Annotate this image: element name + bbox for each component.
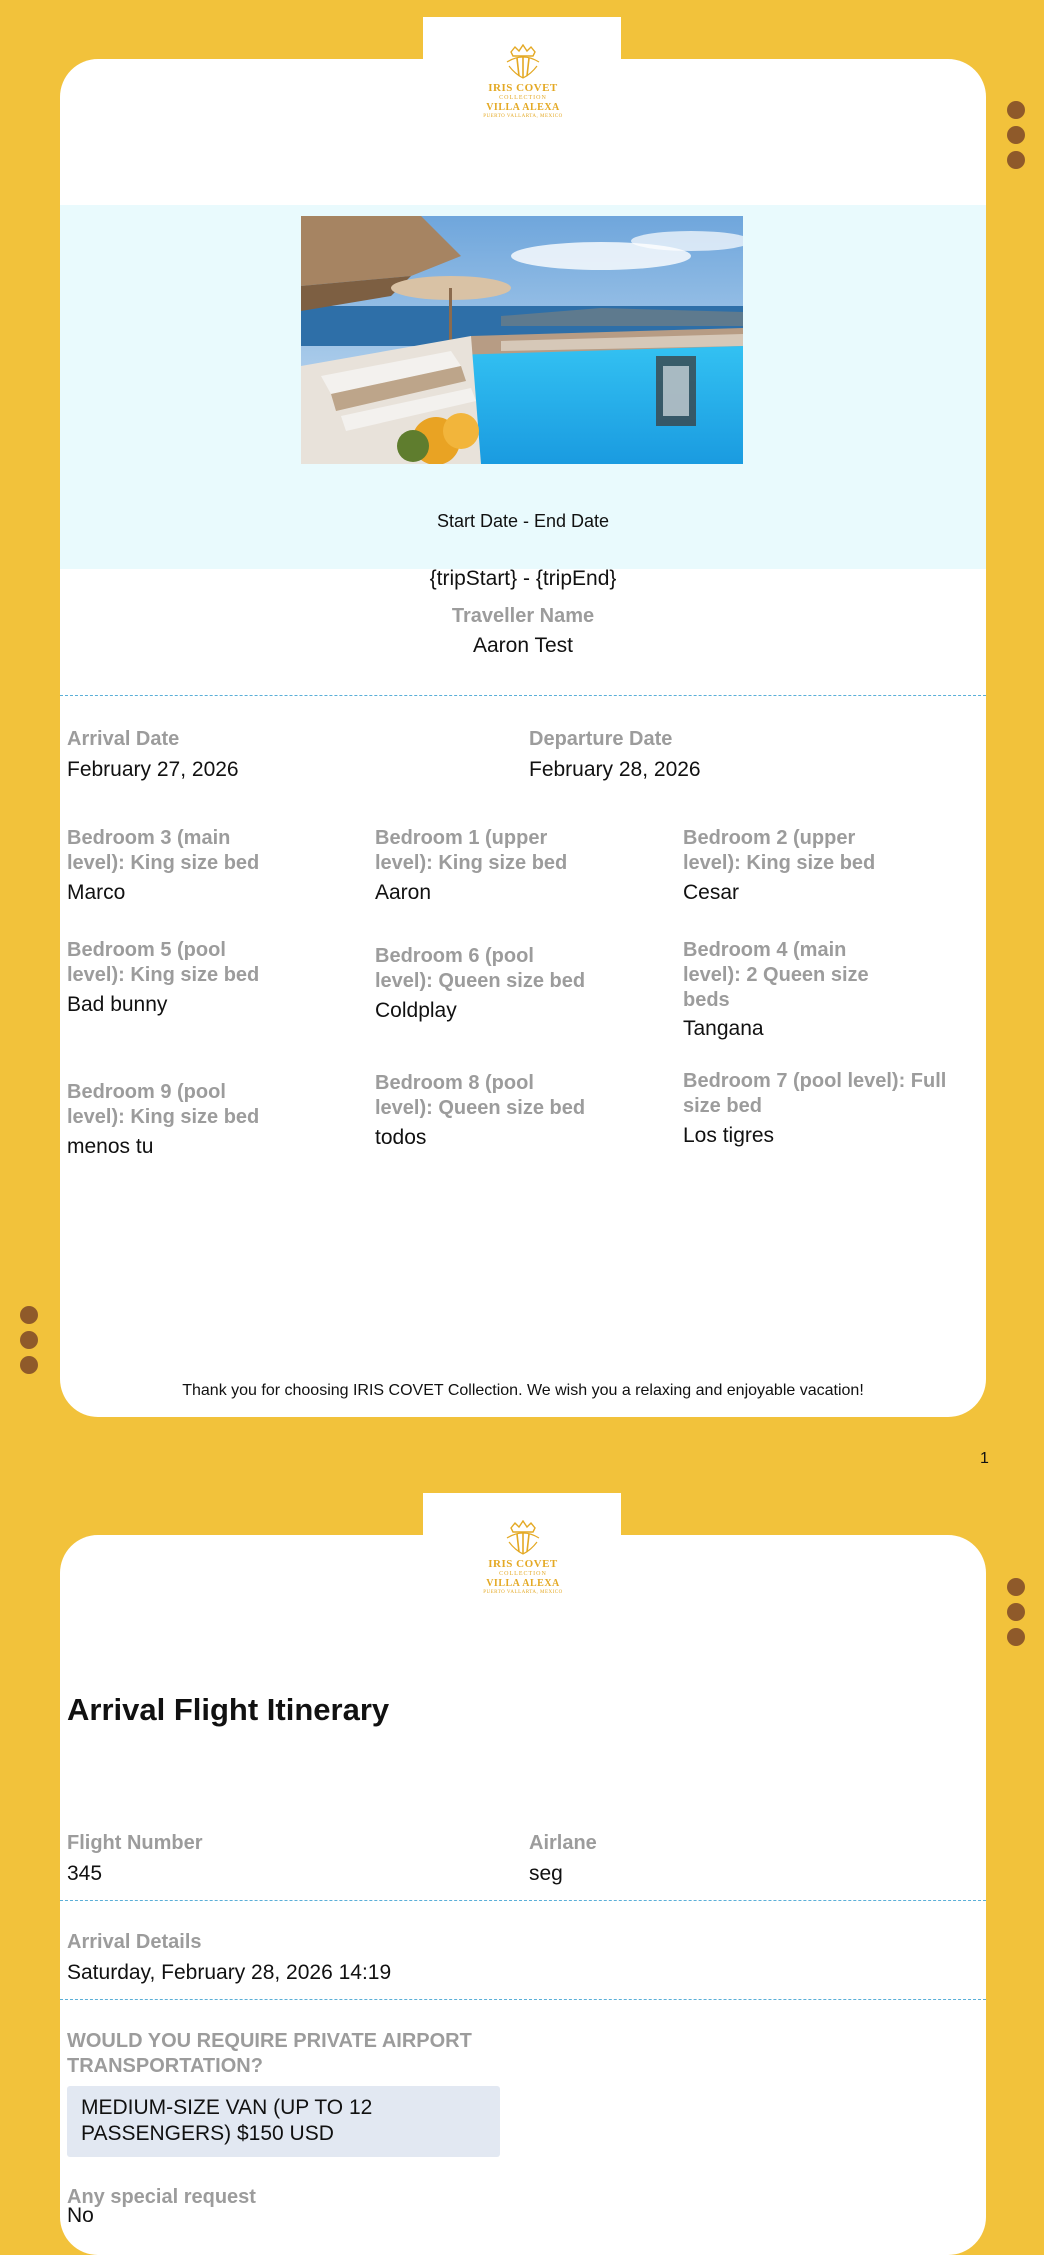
- villa-pool-photo: [301, 216, 743, 464]
- binder-dot: [1007, 126, 1025, 144]
- bedroom-3-value: Marco: [67, 881, 126, 904]
- page-number: 1: [980, 1450, 989, 1467]
- bedroom-6-value: Coldplay: [375, 999, 457, 1022]
- traveller-label: Traveller Name: [451, 605, 595, 627]
- bedroom-3-label: Bedroom 3 (main level): King size bed: [67, 827, 260, 874]
- arrival-details-value: Saturday, February 28, 2026 14:19: [67, 1961, 392, 1984]
- bedroom-5-value: Bad bunny: [67, 993, 168, 1016]
- bedroom-1-label: Bedroom 1 (upper level): King size bed: [375, 827, 568, 874]
- bedroom-6-label: Bedroom 6 (pool level): Queen size bed: [375, 945, 586, 992]
- bedroom-7-value: Los tigres: [683, 1124, 775, 1147]
- bedroom-2-value: Cesar: [683, 881, 740, 904]
- iris-covet-logo: IRIS COVET COLLECTION VILLA ALEXA PUERTO VALLARTA, MEXICO: [481, 44, 565, 134]
- page-card: [60, 59, 986, 1417]
- airline-label: Airlane: [529, 1832, 597, 1854]
- page-title: Arrival Flight Itinerary: [67, 1692, 390, 1727]
- crown-emblem-icon: [503, 1520, 543, 1558]
- bedroom-9-value: menos tu: [67, 1135, 154, 1158]
- airline-value: seg: [529, 1862, 563, 1885]
- hero-section: [60, 205, 986, 590]
- departure-date-value: February 28, 2026: [529, 758, 701, 781]
- arrival-date-value: February 27, 2026: [67, 758, 239, 781]
- binder-dot: [1007, 1628, 1025, 1646]
- bedroom-5-label: Bedroom 5 (pool level): King size bed: [67, 939, 260, 986]
- iris-covet-logo: IRIS COVET COLLECTION VILLA ALEXA PUERTO VALLARTA, MEXICO: [481, 1520, 565, 1610]
- traveller-value: Aaron Test: [472, 634, 573, 657]
- bedroom-8-label: Bedroom 8 (pool level): Queen size bed: [375, 1072, 586, 1119]
- arrival-details-label: Arrival Details: [67, 1931, 202, 1953]
- special-request-value: No: [67, 2204, 94, 2227]
- arrival-date-label: Arrival Date: [67, 728, 180, 750]
- flight-number-label: Flight Number: [67, 1832, 203, 1854]
- flight-number-value: 345: [67, 1862, 103, 1885]
- departure-date-label: Departure Date: [529, 728, 673, 750]
- bedroom-1-value: Aaron: [375, 881, 432, 904]
- bedroom-2-label: Bedroom 2 (upper level): King size bed: [683, 827, 876, 874]
- thank-you-footer: Thank you for choosing IRIS COVET Collection. We wish you a relaxing and enjoyable vacation!: [182, 1382, 864, 1399]
- dates-value: {tripStart} - {tripEnd}: [429, 567, 617, 590]
- bedroom-8-value: todos: [375, 1126, 427, 1149]
- bedroom-4-label: Bedroom 4 (main level): 2 Queen size beds: [683, 939, 869, 1011]
- crown-emblem-icon: [503, 44, 543, 82]
- separator: [60, 695, 986, 696]
- binder-dot: [1007, 101, 1025, 119]
- binder-dot: [20, 1331, 38, 1349]
- binder-dot: [20, 1306, 38, 1324]
- separator: [60, 1999, 986, 2000]
- special-request-label: Any special request: [67, 2186, 256, 2208]
- binder-dot: [1007, 151, 1025, 169]
- bedroom-7-label: Bedroom 7 (pool level): Full size bed: [683, 1070, 947, 1117]
- binder-dot: [1007, 1578, 1025, 1596]
- dates-label: Start Date - End Date: [436, 511, 610, 531]
- binder-dot: [20, 1356, 38, 1374]
- separator: [60, 1900, 986, 1901]
- bedroom-9-label: Bedroom 9 (pool level): King size bed: [67, 1081, 260, 1128]
- transport-value: MEDIUM-SIZE VAN (UP TO 12 PASSENGERS) $150 USD: [67, 2086, 500, 2157]
- transport-label: WOULD YOU REQUIRE PRIVATE AIRPORT TRANSPORTATION?: [67, 2030, 472, 2077]
- binder-dot: [1007, 1603, 1025, 1621]
- bedroom-4-value: Tangana: [683, 1017, 764, 1040]
- page-card: [60, 1535, 986, 2255]
